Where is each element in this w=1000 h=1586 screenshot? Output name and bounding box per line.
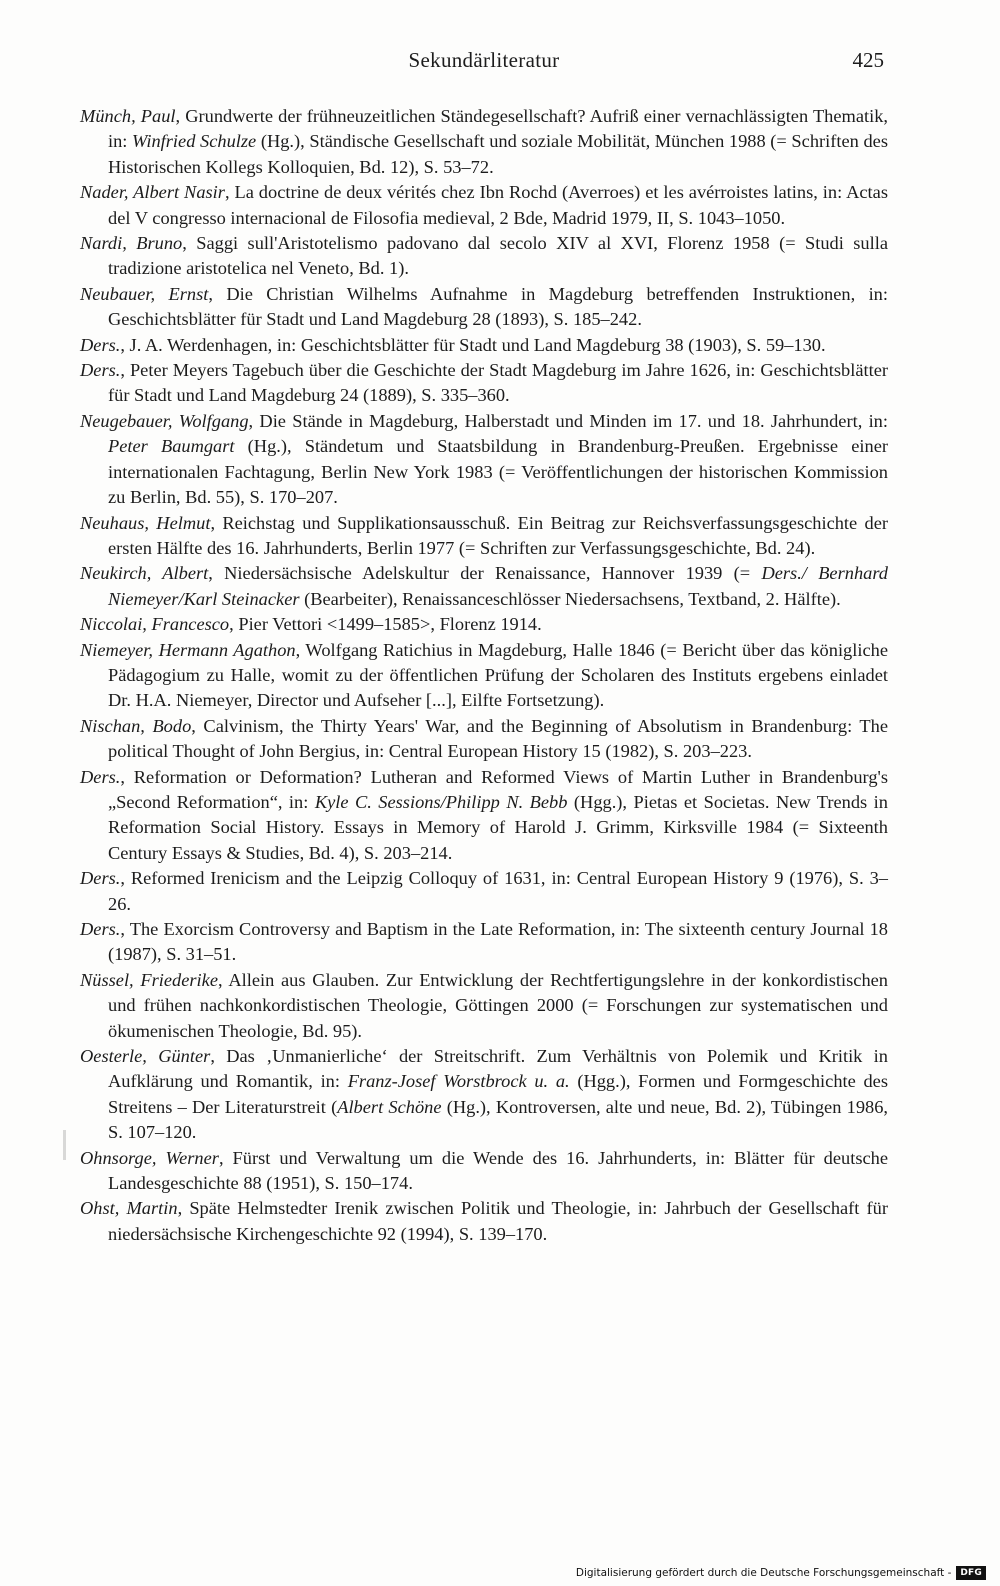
digitization-footer (576, 1566, 986, 1580)
entry-author-or-editor: Kyle C. Sessions/Philipp N. Bebb (314, 791, 568, 812)
entry-author-or-editor: Niccolai, Francesco (80, 614, 230, 635)
entry-text: , Reformation or Deformation? Lutheran and Reformed Views of Martin Luther in Brandenburg's „Second Reformation“, in: (108, 766, 888, 812)
bibliography-entry (80, 765, 888, 867)
bibliography-entry (80, 561, 888, 612)
entry-author-or-editor: Peter Baumgart (108, 436, 235, 457)
entry-author-or-editor: Ders./ Bernhard Niemeyer/Karl Steinacker (108, 563, 889, 609)
entry-author-or-editor: Ders. (80, 868, 121, 889)
bibliography-entry (80, 1044, 888, 1146)
page-header (80, 48, 888, 82)
bibliography-entry (80, 917, 888, 968)
entry-author-or-editor: Ders. (80, 360, 121, 381)
entry-author-or-editor: Nardi, Bruno (80, 233, 183, 254)
entry-author-or-editor: Ders. (80, 334, 121, 355)
entry-text: , Die Christian Wilhelms Aufnahme in Magdeburg betreffenden Instruktionen, in: Geschichtsblätter für Stadt und Land Magdeburg 28 (1893), S. 185–242. (108, 283, 888, 330)
entry-author-or-editor: Ohnsorge, Werner (80, 1147, 219, 1168)
entry-author-or-editor: Niemeyer, Hermann Agathon (80, 639, 296, 660)
entry-text: , Wolfgang Ratichius in Magdeburg, Halle 1846 (= Bericht über das königliche Pädagogium zu Halle, womit zu der öffentlichen Prüfung der Scholaren des Instituts ergebens einladet Dr. H.A. Niemeyer, Director und Aufseher [...], Eilfte Fortsetzung). (108, 639, 888, 711)
entry-text: , La doctrine de deux vérités chez Ibn Rochd (Averroes) et les avérroistes latins, in: Actas del V congresso internacional de Filosofia medieval, 2 Bde, Madrid 1979, II, S. 1043–1050. (108, 182, 888, 228)
entry-author-or-editor: Nüssel, Friederike (80, 969, 218, 990)
entry-author-or-editor: Neukirch, Albert (80, 563, 209, 584)
bibliography-entry (80, 638, 888, 714)
bibliography-list (80, 104, 888, 1247)
entry-text: , Peter Meyers Tagebuch über die Geschichte der Stadt Magdeburg im Jahre 1626, in: Geschichtsblätter für Stadt und Land Magdeburg 24 (1889), S. 335–360. (108, 360, 888, 406)
bibliography-entry (80, 866, 888, 917)
entry-text: (Hg.), Ständetum und Staatsbildung in Brandenburg-Preußen. Ergebnisse einer internationalen Fachtagung, Berlin New York 1983 (= Veröffentlichungen der historischen Kommission zu Berlin, Bd. 55), S. 170–207. (108, 436, 888, 508)
entry-text: , Pier Vettori <1499–1585>, Florenz 1914. (229, 614, 542, 635)
entry-author-or-editor: Ders. (80, 919, 121, 939)
entry-text: , Späte Helmstedter Irenik zwischen Politik und Theologie, in: Jahrbuch der Gesellschaft für niedersächsische Kirchengeschichte 92 (1994), S. 139–170. (108, 1198, 889, 1244)
entry-text: , Calvinism, the Thirty Years' War, and the Beginning of Absolutism in Brandenburg: The political Thought of John Bergius, in: Central European History 15 (1982), S. 203–223. (108, 715, 889, 762)
bibliography-entry (80, 180, 888, 231)
bibliography-entry (80, 714, 888, 765)
entry-text: (Bearbeiter), Renaissanceschlösser Niedersachsens, Textband, 2. Hälfte). (299, 588, 841, 609)
entry-author-or-editor: Neuhaus, Helmut (80, 512, 211, 533)
entry-text: , Fürst und Verwaltung um die Wende des 16. Jahrhunderts, in: Blätter für deutsche Landesgeschichte 88 (1951), S. 150–174. (108, 1147, 888, 1194)
bibliography-entry (80, 1146, 888, 1197)
entry-text: (Hg.), Kontroversen, alte und neue, Bd. 2), Tübingen 1986, S. 107–120. (108, 1096, 889, 1143)
entry-text: , J. A. Werdenhagen, in: Geschichtsblätter für Stadt und Land Magdeburg 38 (1903), S. 59–130. (120, 334, 826, 355)
entry-text: , Grundwerte der frühneuzeitlichen Ständegesellschaft? Aufriß einer vernachlässigten Thematik, in: (108, 106, 889, 152)
entry-text: , Reformed Irenicism and the Leipzig Colloquy of 1631, in: Central European History 9 (1976), S. 3–26. (108, 868, 888, 914)
entry-author-or-editor: Ders. (80, 766, 121, 787)
entry-text: (Hg.), Ständische Gesellschaft und soziale Mobilität, München 1988 (= Schriften des Historischen Kollegs Kolloquien, Bd. 12), S. 53–72. (108, 131, 888, 177)
bibliography-entry (80, 104, 888, 180)
entry-text: , Das ‚Unmanierliche‘ der Streitschrift. Zum Verhältnis von Polemik und Kritik in Aufklärung und Romantik, in: (108, 1046, 888, 1092)
bibliography-entry (80, 333, 888, 358)
entry-text: (Hgg.), Formen und Formgeschichte des Streitens – Der Literaturstreit ( (108, 1071, 888, 1117)
entry-author-or-editor: Oesterle, Günter (80, 1046, 211, 1067)
entry-text: (Hgg.), Pietas et Societas. New Trends in Reformation Social History. Essays in Memory of Harold J. Grimm, Kirksville 1984 (= Sixteenth Century Essays & Studies, Bd. 4), S. 203–214. (108, 791, 888, 863)
entry-author-or-editor: Neugebauer, Wolfgang (80, 410, 249, 431)
entry-author-or-editor: Ohst, Martin (80, 1198, 178, 1219)
entry-author-or-editor: Franz-Josef Worstbrock u. a. (347, 1071, 570, 1092)
entry-author-or-editor: Albert Schöne (337, 1096, 442, 1117)
entry-author-or-editor: Nischan, Bodo (80, 715, 192, 736)
entry-author-or-editor: Winfried Schulze (132, 131, 257, 152)
entry-text: , Die Stände in Magdeburg, Halberstadt und Minden im 17. und 18. Jahrhundert, in: (248, 410, 888, 431)
bibliography-entry (80, 231, 888, 282)
entry-text: , Niedersächsische Adelskultur der Renaissance, Hannover 1939 (= (208, 563, 762, 584)
bibliography-entry (80, 968, 888, 1044)
entry-author-or-editor: Münch, Paul (80, 106, 176, 126)
scan-artifact (63, 1130, 66, 1160)
entry-author-or-editor: Neubauer, Ernst (80, 283, 209, 304)
footer-text: Digitalisierung gefördert durch die Deutsche Forschungsgemeinschaft - (575, 1567, 952, 1579)
running-title: Sekundärliteratur (408, 48, 560, 72)
bibliography-entry (80, 358, 888, 409)
entry-text: , Saggi sull'Aristotelismo padovano dal secolo XIV al XVI, Florenz 1958 (= Studi sulla tradizione aristotelica nel Veneto, Bd. 1). (108, 233, 888, 279)
entry-text: , Reichstag und Supplikationsausschuß. Ein Beitrag zur Reichsverfassungsgeschichte der ersten Hälfte des 16. Jahrhunderts, Berlin 1977 (= Schriften zur Verfassungsgeschichte, Bd. 24). (108, 512, 889, 558)
bibliography-entry (80, 1196, 888, 1247)
entry-text: , The Exorcism Controversy and Baptism in the Late Reformation, in: The sixteenth century Journal 18 (1987), S. 31–51. (108, 919, 888, 965)
entry-author-or-editor: Nader, Albert Nasir (80, 182, 225, 203)
bibliography-entry (80, 282, 888, 333)
page-number: 425 (852, 48, 884, 72)
bibliography-entry (80, 511, 888, 562)
bibliography-entry (80, 612, 888, 637)
dfg-logo-icon: DFG (956, 1566, 986, 1580)
bibliography-entry (80, 409, 888, 511)
entry-text: , Allein aus Glauben. Zur Entwicklung der Rechtfertigungslehre in der konkordistischen und frühen nachkonkordistischen Theologie, Göttingen 2000 (= Forschungen zur systematischen und ökumenischen Theologie, Bd. 95). (108, 969, 888, 1041)
